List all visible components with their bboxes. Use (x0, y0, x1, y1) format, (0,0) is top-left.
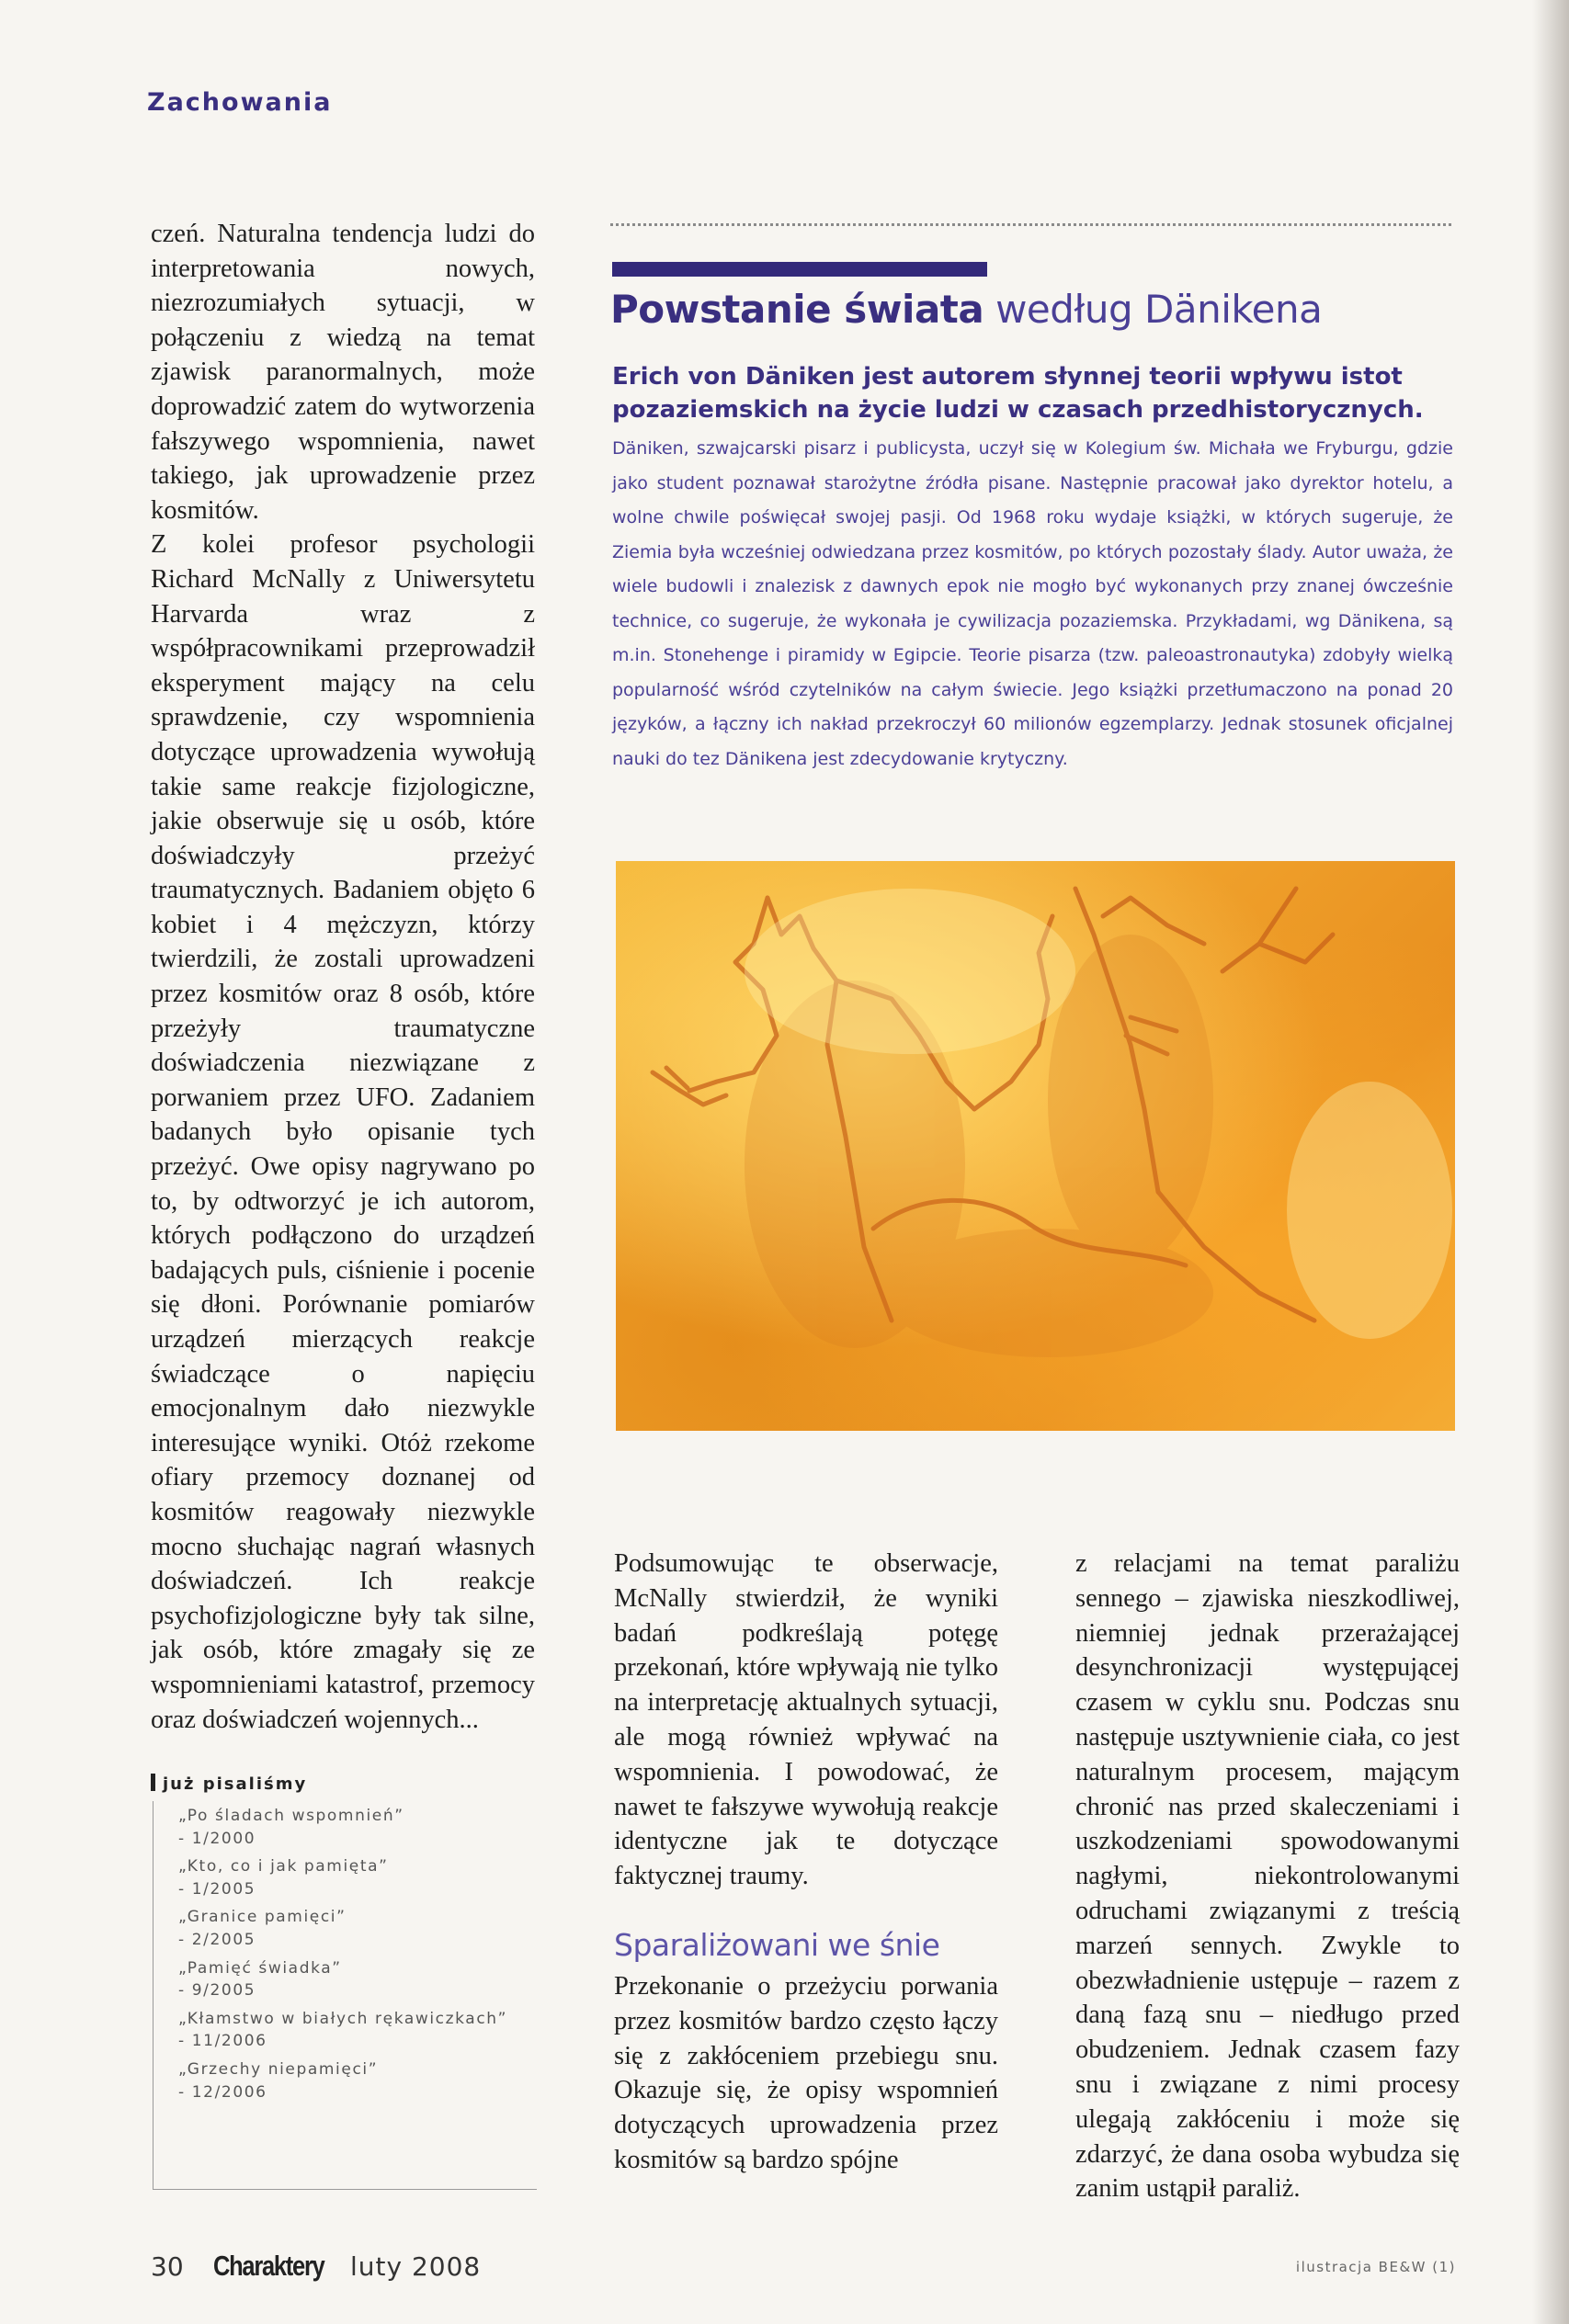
article-title: „Kłamstwo w białych rękawiczkach” (178, 2009, 508, 2028)
left-paragraph-1: czeń. Naturalna tendencja ludzi do interpretowania nowych, niezrozumiałych sytuacji, w połączeniu z wiedzą na temat zjawisk paranormalnych, może doprowadzić zatem do wytworzenia fałszywego wspomnienia, nawet takiego, jak uprowadzenie przez kosmitów. (151, 220, 535, 525)
article-issue: - 9/2005 (178, 1981, 256, 2001)
list-item (178, 1957, 528, 2002)
list-item (178, 1805, 528, 1850)
subheading: Sparaliżowani we śnie (614, 1926, 940, 1963)
illustration-credit: ilustracja BE&W (1) (1295, 2259, 1456, 2275)
middle-column (614, 1547, 998, 2178)
sidebar-horizontal-rule (153, 2189, 537, 2190)
page-edge-shadow (1532, 0, 1569, 2324)
article-issue: - 1/2000 (178, 1829, 256, 1848)
article-issue: - 2/2005 (178, 1930, 256, 1949)
left-column (151, 217, 535, 1737)
page-number: 30 (151, 2251, 184, 2282)
article-title: „Grzechy niepamięci” (178, 2059, 379, 2079)
list-item (178, 1855, 528, 1900)
related-articles-sidebar (151, 1774, 535, 2189)
cave-painting-figures (616, 861, 1455, 1431)
page-footer (151, 2251, 1456, 2288)
box-lead: Erich von Däniken jest autorem słynnej teorii wpływu istot pozaziemskich na życie ludzi w czasach przedhistorycznych. (612, 363, 1424, 424)
list-item (178, 1906, 528, 1951)
article-title: „Pamięć świadka” (178, 1958, 342, 1978)
article-title: „Po śladach wspomnień” (178, 1807, 404, 1825)
cave-painting-illustration (616, 861, 1455, 1431)
related-articles-list (178, 1805, 528, 2109)
box-dotted-rule (610, 223, 1451, 226)
article-issue: - 1/2005 (178, 1879, 256, 1899)
right-paragraph: z relacjami na temat paraliżu sennego – zjawiska nieszkodliwej, niemniej jednak przerażającej desynchronizacji występującej czasem w cyklu snu. Podczas snu następuje usztywnienie ciała, co jest naturalnym procesem, mającym chronić nas przed skaleczeniami i uszkodzeniami spowodowanymi nagłymi, niekontrolowanymi odruchami związanymi z treścią marzeń sennych. Zwykle to obezwładnienie ustępuje – razem z daną fazą snu – niedługo przed obudzeniem. Jednak czasem fazy snu i związane z nimi procesy ulegają zakłóceniu i może się zdarzyć, że dana osoba wybudza się zanim ustąpił paraliż. (1075, 1549, 1460, 2204)
issue-date: luty 2008 (350, 2251, 482, 2282)
section-label: Zachowania (147, 88, 333, 117)
box-body: Däniken, szwajcarski pisarz i publicysta, uczył się w Kolegium św. Michała we Fryburgu, gdzie jako student poznawał starożytne źródła pisane. Następnie pracował jako dyrektor hotelu, a wolne chwile poświęcał swojej pasji. Od 1968 roku wydaje książki, w których sugeruje, że Ziemia była wcześniej odwiedzana przez kosmitów, po których pozostały ślady. Autor uważa, że wiele budowli i znalezisk z dawnych epok nie mogło być wykonanych przy znanej ówcześnie technice, co sugeruje, że wykonała je cywilizacja pozaziemska. Przykładami, wg Dänikena, są m.in. Stonehenge i piramidy w Egipcie. Teorie pisarza (tzw. paleoastronautyka) zdobyły wielką popularność wśród czytelników na całym świecie. Jego książki przetłumaczono na ponad 20 języków, a łączny ich nakład przekroczył 60 milionów egzemplarzy. Jednak stosunek oficjalnej nauki do tez Dänikena jest zdecydowanie krytyczny. (612, 438, 1453, 769)
sidebar-heading-text: już pisaliśmy (163, 1774, 308, 1794)
box-accent-bar (612, 262, 987, 277)
right-column (1075, 1547, 1460, 2206)
middle-paragraph-2: Przekonanie o przeżyciu porwania przez kosmitów bardzo często łączy się z zakłóceniem przebiegu snu. Okazuje się, że opisy wspomnień dotyczących uprowadzenia przez kosmitów są bardzo spójne (614, 1971, 998, 2174)
left-paragraph-2: Z kolei profesor psychologii Richard McNally z Uniwersytetu Harvarda wraz z współpracownikami przeprowadził eksperyment mający na celu sprawdzenie, czy wspomnienia dotyczące uprowadzenia wywołują takie same reakcje fizjologiczne, jakie obserwuje się u osób, które doświadczyły przeżyć traumatycznych. Badaniem objęto 6 kobiet i 4 mężczyzn, którzy twierdzili, że zostali uprowadzeni przez kosmitów oraz 8 osób, które przeżyły traumatyczne doświadczenia niezwiązane z porwaniem przez UFO. Zadaniem badanych było opisanie tych przeżyć. Owe opisy nagrywano po to, by odtworzyć je ich autorom, których podłączono do urządzeń badających puls, ciśnienie i pocenie się dłoni. Porównanie pomiarów urządzeń mierzących reakcje świadczące o napięciu emocjonalnym dało niezwykle interesujące wyniki. Otóż rzekome ofiary przemocy doznanej od kosmitów reagowały niezwykle mocno słuchając nagrań własnych doświadczeń. Ich reakcje psychofizjologiczne były tak silne, jak osób, które zmagały się ze wspomnieniami katastrof, przemocy oraz doświadczeń wojennych... (151, 530, 535, 1734)
article-title: „Granice pamięci” (178, 1908, 347, 1927)
middle-paragraph-1: Podsumowując te obserwacje, McNally stwierdził, że wyniki badań podkreślają potęgę przekonań, które wpływają nie tylko na interpretację aktualnych sytuacji, ale mogą również wpływać na wspomnienia. I powodować, że nawet te fałszywe wywołują reakcje identyczne jak te dotyczące faktycznej traumy. (614, 1549, 998, 1891)
article-issue: - 11/2006 (178, 2032, 267, 2051)
list-item (178, 2058, 528, 2103)
article-issue: - 12/2006 (178, 2082, 267, 2102)
box-title-bold: Powstanie świata (610, 287, 984, 332)
sidebar-heading (151, 1774, 307, 1794)
magazine-name: Charaktery (213, 2250, 324, 2282)
box-title (610, 287, 1456, 332)
box-title-light: według Dänikena (995, 287, 1323, 332)
list-item (178, 2008, 528, 2053)
sidebar-marker-icon (151, 1774, 155, 1791)
article-title: „Kto, co i jak pamięta” (178, 1857, 389, 1876)
